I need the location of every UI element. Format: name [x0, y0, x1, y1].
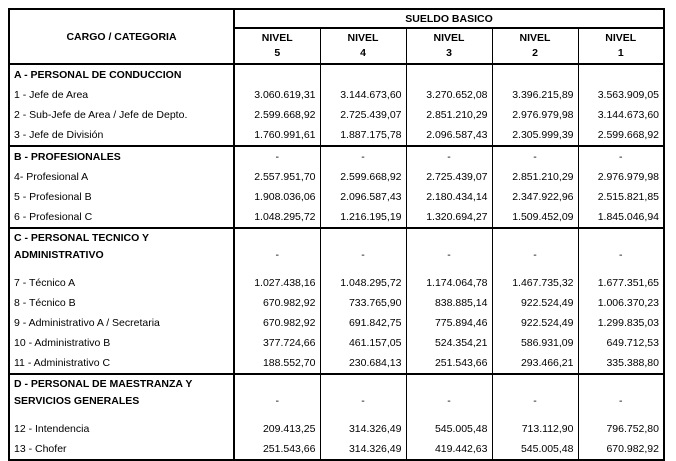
- table-row: [9, 353, 664, 374]
- section-value-cell: -: [406, 374, 492, 419]
- salary-value-cell: 1.299.835,03: [578, 313, 664, 333]
- nivel-number: 4: [360, 47, 366, 59]
- salary-value-cell: 649.712,53: [578, 333, 664, 353]
- salary-value-cell: 2.557.951,70: [234, 167, 320, 187]
- salary-value-cell: 1.048.295,72: [234, 207, 320, 228]
- section-value-cell: [320, 64, 406, 85]
- salary-value-cell: 922.524,49: [492, 293, 578, 313]
- nivel-header-1: [578, 28, 664, 64]
- section-value-cell: [234, 64, 320, 85]
- nivel-header-2: [492, 28, 578, 64]
- salary-value-cell: 2.976.979,98: [492, 105, 578, 125]
- nivel-header-5: [234, 28, 320, 64]
- nivel-number: 3: [446, 47, 452, 59]
- salary-value-cell: 377.724,66: [234, 333, 320, 353]
- sueldo-basico-header: SUELDO BASICO: [234, 9, 664, 28]
- salary-value-cell: 2.976.979,98: [578, 167, 664, 187]
- salary-value-cell: 3.270.652,08: [406, 85, 492, 105]
- salary-value-cell: 251.543,66: [234, 439, 320, 460]
- salary-value-cell: 1.509.452,09: [492, 207, 578, 228]
- section-value-cell: -: [234, 146, 320, 167]
- table-row: [9, 313, 664, 333]
- salary-value-cell: 3.060.619,31: [234, 85, 320, 105]
- salary-value-cell: 293.466,21: [492, 353, 578, 374]
- section-value-cell: -: [492, 374, 578, 419]
- salary-value-cell: 2.305.999,39: [492, 125, 578, 146]
- salary-value-cell: 314.326,49: [320, 439, 406, 460]
- salary-value-cell: 713.112,90: [492, 419, 578, 439]
- salary-value-cell: 691.842,75: [320, 313, 406, 333]
- salary-value-cell: 2.599.668,92: [320, 167, 406, 187]
- table-row: [9, 105, 664, 125]
- section-title: D - PERSONAL DE MAESTRANZA Y SERVICIOS GENERALES: [9, 374, 234, 419]
- salary-value-cell: 670.982,92: [578, 439, 664, 460]
- salary-value-cell: 1.760.991,61: [234, 125, 320, 146]
- salary-value-cell: 188.552,70: [234, 353, 320, 374]
- cargo-name-cell: 1 - Jefe de Area: [9, 85, 234, 105]
- section-value-cell: -: [578, 146, 664, 167]
- table-row: [9, 419, 664, 439]
- salary-value-cell: 796.752,80: [578, 419, 664, 439]
- salary-value-cell: 1.216.195,19: [320, 207, 406, 228]
- salary-value-cell: 2.515.821,85: [578, 187, 664, 207]
- table-row: [9, 187, 664, 207]
- section-value-cell: [406, 64, 492, 85]
- salary-value-cell: 2.347.922,96: [492, 187, 578, 207]
- section-value-cell: -: [234, 228, 320, 273]
- table-row: [9, 167, 664, 187]
- salary-value-cell: 1.048.295,72: [320, 273, 406, 293]
- salary-value-cell: 3.396.215,89: [492, 85, 578, 105]
- cargo-name-cell: 13 - Chofer: [9, 439, 234, 460]
- section-value-cell: -: [320, 146, 406, 167]
- salary-value-cell: 3.144.673,60: [320, 85, 406, 105]
- cargo-name-cell: 11 - Administrativo C: [9, 353, 234, 374]
- salary-table-body: [9, 64, 664, 460]
- nivel-label: NIVEL: [519, 32, 551, 44]
- section-value-cell: -: [578, 374, 664, 419]
- salary-value-cell: 775.894,46: [406, 313, 492, 333]
- nivel-label: NIVEL: [433, 32, 465, 44]
- section-header-row: [9, 64, 664, 85]
- section-value-cell: -: [406, 146, 492, 167]
- salary-value-cell: 1.174.064,78: [406, 273, 492, 293]
- cargo-name-cell: 8 - Técnico B: [9, 293, 234, 313]
- salary-value-cell: 2.725.439,07: [320, 105, 406, 125]
- section-value-cell: -: [492, 228, 578, 273]
- section-value-cell: [492, 64, 578, 85]
- salary-value-cell: 461.157,05: [320, 333, 406, 353]
- cargo-categoria-header: CARGO / CATEGORIA: [9, 9, 234, 64]
- nivel-number: 1: [617, 47, 624, 59]
- section-value-cell: -: [320, 374, 406, 419]
- section-value-cell: -: [492, 146, 578, 167]
- salary-value-cell: 1.677.351,65: [578, 273, 664, 293]
- section-value-cell: -: [578, 228, 664, 273]
- cargo-name-cell: 3 - Jefe de División: [9, 125, 234, 146]
- section-value-cell: -: [320, 228, 406, 273]
- salary-value-cell: 419.442,63: [406, 439, 492, 460]
- salary-value-cell: 733.765,90: [320, 293, 406, 313]
- salary-value-cell: 2.599.668,92: [578, 125, 664, 146]
- cargo-name-cell: 10 - Administrativo B: [9, 333, 234, 353]
- cargo-name-cell: 6 - Profesional C: [9, 207, 234, 228]
- section-header-row: [9, 146, 664, 167]
- salary-value-cell: 545.005,48: [492, 439, 578, 460]
- salary-value-cell: 2.180.434,14: [406, 187, 492, 207]
- salary-value-cell: 1.467.735,32: [492, 273, 578, 293]
- salary-table-container: [8, 8, 665, 461]
- table-row: [9, 125, 664, 146]
- nivel-number: 2: [532, 47, 538, 59]
- salary-value-cell: 251.543,66: [406, 353, 492, 374]
- salary-value-cell: 838.885,14: [406, 293, 492, 313]
- salary-value-cell: 3.563.909,05: [578, 85, 664, 105]
- table-row: [9, 333, 664, 353]
- salary-value-cell: 2.851.210,29: [406, 105, 492, 125]
- section-header-row: [9, 228, 664, 273]
- table-row: [9, 293, 664, 313]
- section-title: B - PROFESIONALES: [9, 146, 234, 167]
- salary-value-cell: 314.326,49: [320, 419, 406, 439]
- salary-value-cell: 524.354,21: [406, 333, 492, 353]
- section-title: A - PERSONAL DE CONDUCCION: [9, 64, 234, 85]
- section-value-cell: [578, 64, 664, 85]
- cargo-name-cell: 4- Profesional A: [9, 167, 234, 187]
- salary-value-cell: 2.599.668,92: [234, 105, 320, 125]
- table-row: [9, 85, 664, 105]
- salary-value-cell: 670.982,92: [234, 313, 320, 333]
- nivel-header-4: [320, 28, 406, 64]
- salary-value-cell: 2.851.210,29: [492, 167, 578, 187]
- salary-value-cell: 2.725.439,07: [406, 167, 492, 187]
- cargo-name-cell: 9 - Administrativo A / Secretaria: [9, 313, 234, 333]
- salary-value-cell: 545.005,48: [406, 419, 492, 439]
- salary-value-cell: 1.320.694,27: [406, 207, 492, 228]
- nivel-number: 5: [274, 47, 281, 59]
- section-title: C - PERSONAL TECNICO Y ADMINISTRATIVO: [9, 228, 234, 273]
- salary-value-cell: 1.006.370,23: [578, 293, 664, 313]
- table-row: [9, 273, 664, 293]
- cargo-name-cell: 2 - Sub-Jefe de Area / Jefe de Depto.: [9, 105, 234, 125]
- salary-value-cell: 1.845.046,94: [578, 207, 664, 228]
- cargo-name-cell: 7 - Técnico A: [9, 273, 234, 293]
- table-row: [9, 439, 664, 460]
- cargo-name-cell: 5 - Profesional B: [9, 187, 234, 207]
- salary-value-cell: 2.096.587,43: [406, 125, 492, 146]
- salary-value-cell: 1.027.438,16: [234, 273, 320, 293]
- nivel-label: NIVEL: [605, 32, 637, 44]
- salary-value-cell: 335.388,80: [578, 353, 664, 374]
- salary-value-cell: 1.887.175,78: [320, 125, 406, 146]
- salary-value-cell: 209.413,25: [234, 419, 320, 439]
- salary-value-cell: 586.931,09: [492, 333, 578, 353]
- salary-value-cell: 1.908.036,06: [234, 187, 320, 207]
- salary-value-cell: 3.144.673,60: [578, 105, 664, 125]
- salary-table: [8, 8, 665, 461]
- nivel-header-3: [406, 28, 492, 64]
- nivel-label: NIVEL: [347, 32, 379, 44]
- cargo-name-cell: 12 - Intendencia: [9, 419, 234, 439]
- section-value-cell: -: [406, 228, 492, 273]
- table-row: [9, 207, 664, 228]
- salary-value-cell: 922.524,49: [492, 313, 578, 333]
- salary-value-cell: 230.684,13: [320, 353, 406, 374]
- section-header-row: [9, 374, 664, 419]
- section-value-cell: -: [234, 374, 320, 419]
- salary-value-cell: 2.096.587,43: [320, 187, 406, 207]
- nivel-label: NIVEL: [261, 32, 293, 44]
- salary-value-cell: 670.982,92: [234, 293, 320, 313]
